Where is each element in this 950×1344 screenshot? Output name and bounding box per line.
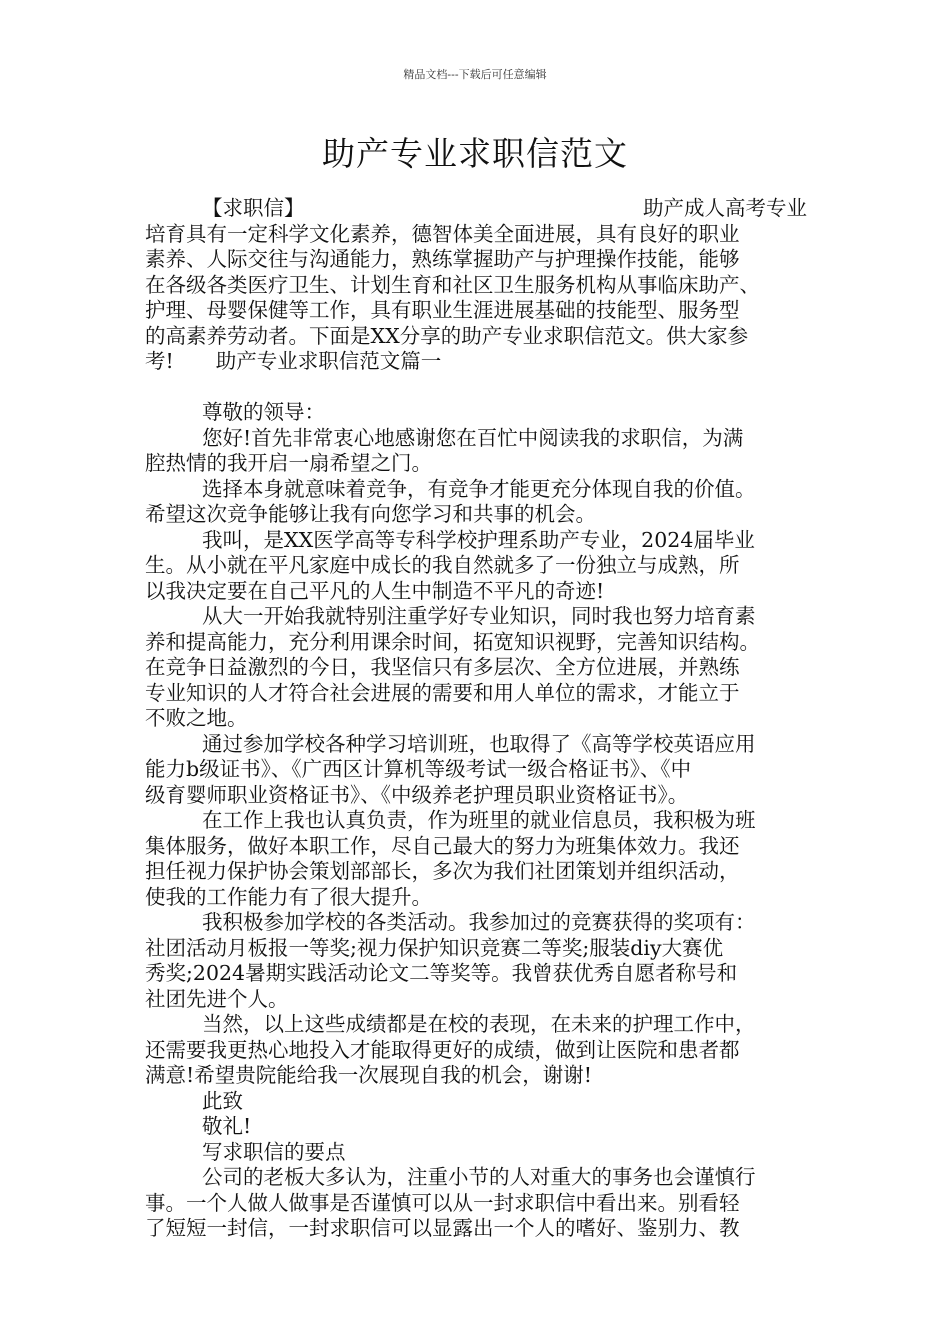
intro-line: 护理、母婴保健等工作，具有职业生涯进展基础的技能型、服务型 <box>145 298 740 322</box>
paragraph-line: 通过参加学校各种学习培训班，也取得了《高等学校英语应用 <box>202 731 756 756</box>
paragraph-line: 公司的老板大多认为，注重小节的人对重大的事务也会谨慎行 <box>202 1165 756 1189</box>
closing-line: 此致 <box>202 1088 243 1113</box>
paragraph-line: 使我的工作能力有了很大提升。 <box>145 884 432 909</box>
paragraph-line: 希望这次竞争能够让我有向您学习和共事的机会。 <box>145 502 596 526</box>
intro-line: 素养、人际交往与沟通能力，熟练掌握助产与护理操作技能，能够 <box>145 247 740 271</box>
paragraph-line: 秀奖;2024暑期实践活动论文二等奖等。我曾获优秀自愿者称号和 <box>145 961 738 985</box>
intro-line: 培育具有一定科学文化素养，德智体美全面进展，具有良好的职业 <box>145 221 740 246</box>
header-note: 精品文档---下载后可任意编辑 <box>403 68 547 81</box>
paragraph-line: 事。一个人做人做事是否谨慎可以从一封求职信中看出来。别看轻 <box>145 1190 740 1215</box>
paragraph-line: 当然，以上这些成绩都是在校的表现，在未来的护理工作中， <box>202 1012 756 1036</box>
paragraph-line: 能力b级证书》、《广西区计算机等级考试一级合格证书》、《中 <box>145 757 692 781</box>
intro-line: 在各级各类医疗卫生、计划生育和社区卫生服务机构从事临床助产、 <box>145 272 760 297</box>
paragraph-line: 生。从小就在平凡家庭中成长的我自然就多了一份独立与成熟，所 <box>145 553 740 577</box>
document-title: 助产专业求职信范文 <box>322 134 628 173</box>
paragraph-line: 您好!首先非常衷心地感谢您在百忙中阅读我的求职信，为满 <box>202 425 744 450</box>
blank-line <box>145 375 817 401</box>
paragraph-line: 集体服务，做好本职工作，尽自己最大的努力为班集体效力。我还 <box>145 833 740 858</box>
paragraph-line: 以我决定要在自己平凡的人生中制造不平凡的奇迹! <box>145 578 605 603</box>
paragraph-line: 从大一开始我就特别注重学好专业知识，同时我也努力培育素 <box>202 604 756 628</box>
paragraph-line: 了短短一封信，一封求职信可以显露出一个人的嗜好、鉴别力、教 <box>145 1216 740 1240</box>
intro-tag: 【求职信】 <box>202 196 305 220</box>
paragraph-line: 我叫，是XX医学高等专科学校护理系助产专业，2024届毕业 <box>202 527 755 552</box>
closing-line: 敬礼! <box>202 1114 252 1138</box>
paragraph-line: 社团先进个人。 <box>145 986 289 1011</box>
paragraph-line: 还需要我更热心地投入才能取得更好的成绩，做到让医院和患者都 <box>145 1037 740 1062</box>
salutation: 尊敬的领导： <box>202 400 325 424</box>
paragraph-line: 在工作上我也认真负责，作为班里的就业信息员，我积极为班 <box>202 808 756 832</box>
paragraph-line: 养和提高能力，充分利用课余时间，拓宽知识视野，完善知识结构。 <box>145 629 760 654</box>
paragraph-line: 级育婴师职业资格证书》、《中级养老护理员职业资格证书》。 <box>145 782 689 807</box>
intro-last-left: 考! <box>145 349 174 373</box>
paragraph-line: 不败之地。 <box>145 706 248 730</box>
paragraph-line: 腔热情的我开启一扇希望之门。 <box>145 451 432 475</box>
intro-line: 的高素养劳动者。下面是XX分享的助产专业求职信范文。供大家参 <box>145 323 749 348</box>
paragraph-line: 我积极参加学校的各类活动。我参加过的竞赛获得的奖项有： <box>202 910 756 934</box>
section-heading: 写求职信的要点 <box>202 1139 346 1164</box>
intro-first-line <box>145 196 817 222</box>
paragraph-line: 在竞争日益激烈的今日，我坚信只有多层次、全方位进展，并熟练 <box>145 655 740 679</box>
intro-tag-right: 助产成人高考专业 <box>643 196 807 220</box>
paragraph-line: 专业知识的人才符合社会进展的需要和用人单位的需求，才能立于 <box>145 680 740 705</box>
paragraph-line: 选择本身就意味着竞争，有竞争才能更充分体现自我的价值。 <box>202 476 756 501</box>
paragraph-line: 社团活动月板报一等奖;视力保护知识竞赛二等奖;服装diy大赛优 <box>145 935 724 960</box>
intro-last-line <box>145 349 817 375</box>
paragraph-line: 担任视力保护协会策划部部长，多次为我们社团策划并组织活动， <box>145 859 740 883</box>
section-heading: 助产专业求职信范文篇一 <box>215 349 442 373</box>
document-body <box>145 196 817 1242</box>
paragraph-line: 满意!希望贵院能给我一次展现自我的机会，谢谢! <box>145 1063 592 1087</box>
